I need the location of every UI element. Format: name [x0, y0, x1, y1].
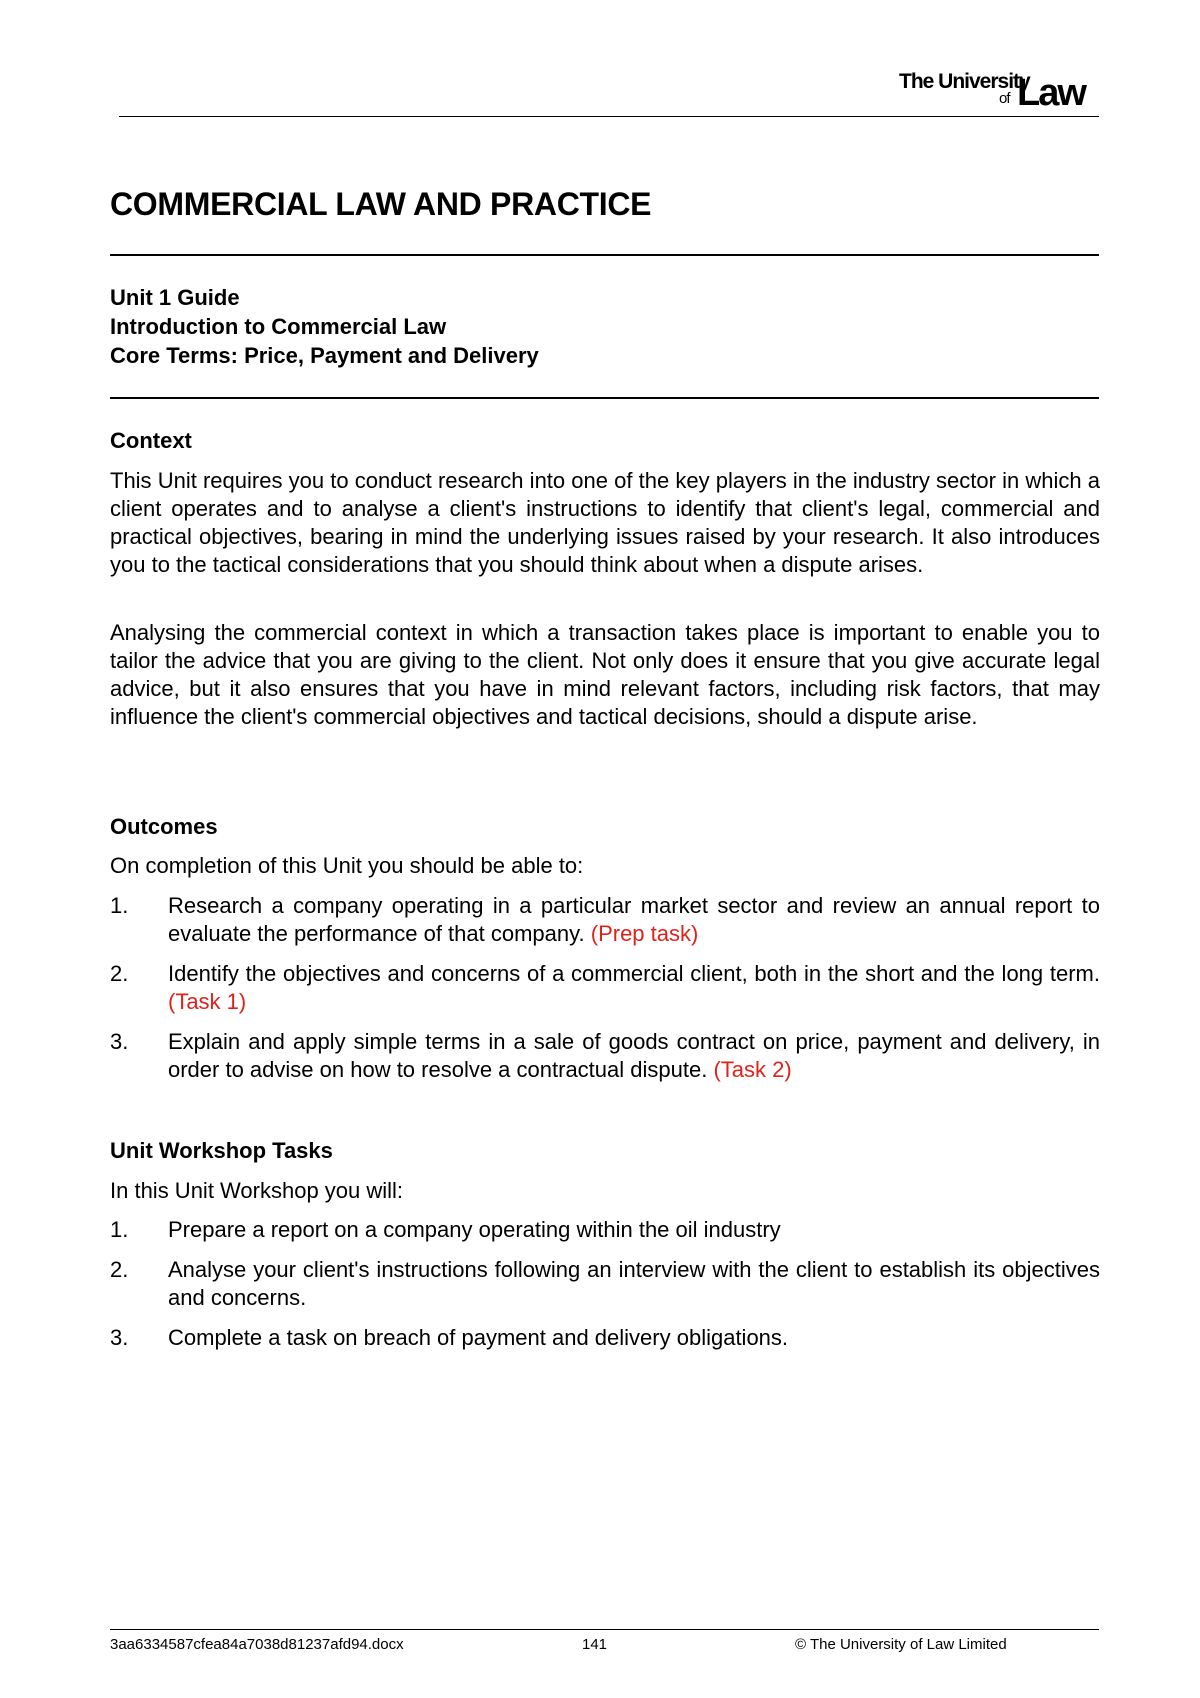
- list-item: [110, 1324, 1100, 1352]
- list-item: [110, 1028, 1100, 1084]
- workshop-heading: Unit Workshop Tasks: [110, 1138, 333, 1163]
- list-number: 3.: [110, 1029, 129, 1054]
- footer-filename: 3aa6334587cfea84a7038d81237afd94.docx: [110, 1636, 404, 1653]
- list-number: 2.: [110, 961, 129, 986]
- list-number: 1.: [110, 893, 129, 918]
- logo-line1: The University: [899, 70, 1030, 93]
- context-paragraph-2: Analysing the commercial context in which a transaction takes place is important to enable you to tailor the advice that you are giving to the client. Not only does it ensure that you give accurate legal advice, but it also ensures that you have in mind relevant factors, including risk factors, that may influence the client's commercial objectives and tactical decisions, should a dispute arise.: [110, 620, 1100, 729]
- task-tag: (Prep task): [590, 921, 699, 946]
- context-paragraph-1: This Unit requires you to conduct research into one of the key players in the industry sector in which a client operates and to analyse a client's instructions to identify that client's legal, commercial and practical objectives, bearing in mind the underlying issues raised by your research. It also introduces you to the tactical considerations that you should think about when a dispute arises.: [110, 468, 1100, 577]
- list-number: 1.: [110, 1217, 129, 1242]
- workshop-task-text: Analyse your client's instructions following an interview with the client to establish its objectives and concerns.: [168, 1257, 1100, 1310]
- header-rule: [119, 116, 1099, 117]
- unit-subtitles: [110, 283, 539, 370]
- footer-copyright: © The University of Law Limited: [795, 1636, 1007, 1653]
- footer-rule: [110, 1629, 1099, 1630]
- list-item: [110, 1216, 1100, 1244]
- subtitle-core-terms: Core Terms: Price, Payment and Delivery: [110, 343, 539, 368]
- outcomes-list: [110, 892, 1100, 1096]
- university-logo: [889, 70, 1099, 114]
- list-item: [110, 1256, 1100, 1312]
- subtitle-unit: Unit 1 Guide: [110, 285, 240, 310]
- context-heading: Context: [110, 428, 192, 453]
- logo-of: of: [999, 90, 1010, 107]
- list-number: 2.: [110, 1257, 129, 1282]
- outcomes-heading: Outcomes: [110, 814, 218, 839]
- outcome-text: Research a company operating in a particular market sector and review an annual report to evaluate the performance of that company.: [168, 893, 1100, 946]
- workshop-task-text: Complete a task on breach of payment and delivery obligations.: [168, 1325, 789, 1350]
- list-item: [110, 960, 1100, 1016]
- title-rule: [110, 254, 1099, 256]
- list-item: [110, 892, 1100, 948]
- workshop-intro: In this Unit Workshop you will:: [110, 1178, 404, 1203]
- workshop-task-text: Prepare a report on a company operating within the oil industry: [168, 1217, 781, 1242]
- outcome-text: Explain and apply simple terms in a sale of goods contract on price, payment and delivery, in order to advise on how to resolve a contractual dispute.: [168, 1029, 1100, 1082]
- subtitle-introduction: Introduction to Commercial Law: [110, 314, 447, 339]
- logo-law: Law: [1017, 72, 1085, 114]
- task-tag: (Task 1): [168, 989, 247, 1014]
- outcomes-intro: On completion of this Unit you should be able to:: [110, 853, 584, 878]
- document-title: COMMERCIAL LAW AND PRACTICE: [110, 186, 652, 222]
- outcome-text: Identify the objectives and concerns of a commercial client, both in the short and the long term.: [168, 961, 1100, 986]
- subtitle-rule: [110, 397, 1099, 399]
- task-tag: (Task 2): [713, 1057, 792, 1082]
- list-number: 3.: [110, 1325, 129, 1350]
- footer-page-number: 141: [582, 1636, 608, 1653]
- workshop-list: [110, 1216, 1100, 1364]
